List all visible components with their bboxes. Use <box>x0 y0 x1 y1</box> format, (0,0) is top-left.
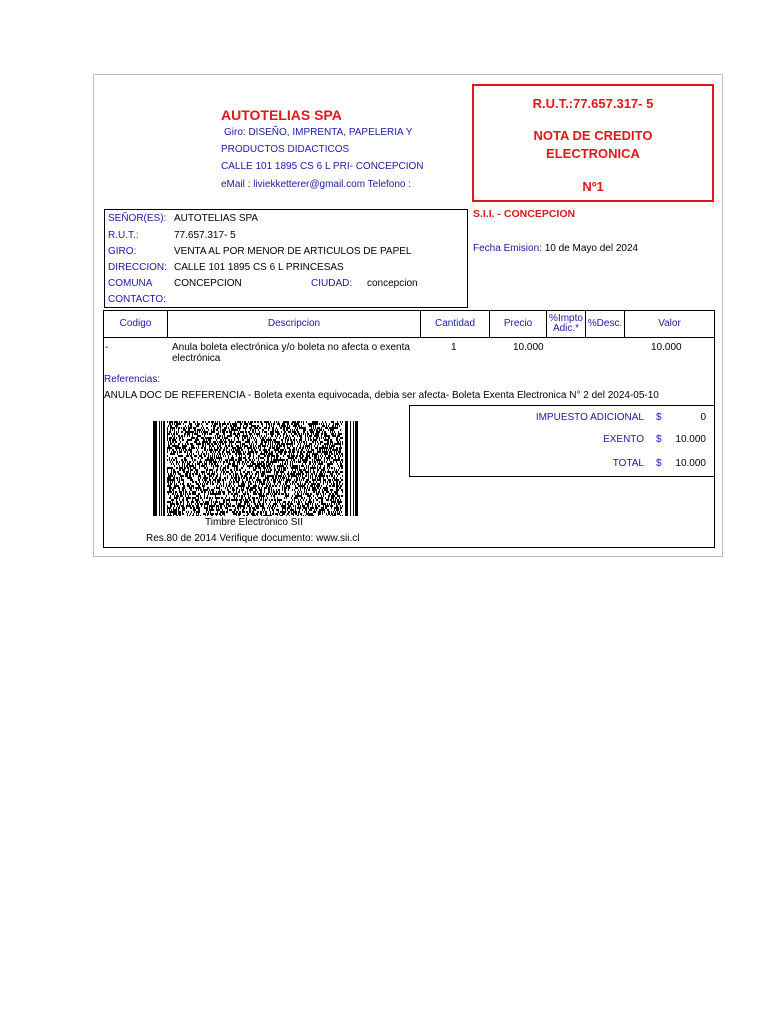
header-descripcion: Descripcion <box>267 318 321 329</box>
company-email-phone: eMail : liviekketterer@gmail.com Telefono : <box>221 179 412 190</box>
item-cantidad: 1 <box>451 342 457 353</box>
client-address-label: DIRECCION: <box>108 262 167 273</box>
client-city-label: CIUDAD: <box>311 278 353 289</box>
total-value: 10.000 <box>675 458 706 469</box>
header-cantidad: Cantidad <box>434 318 476 329</box>
company-name: AUTOTELIAS SPA <box>221 107 342 123</box>
item-precio: 10.000 <box>513 342 544 353</box>
client-rut: 77.657.317- 5 <box>174 230 236 241</box>
client-comuna-label: COMUNA <box>108 278 153 289</box>
client-comuna: CONCEPCION <box>174 278 242 289</box>
company-giro-line2: PRODUCTOS DIDACTICOS <box>221 144 350 155</box>
client-name: AUTOTELIAS SPA <box>174 213 259 224</box>
total-impuesto-value: 0 <box>700 412 706 423</box>
client-box <box>104 209 468 308</box>
client-contact-label: CONTACTO: <box>108 294 166 305</box>
sii-office: S.I.I. - CONCEPCION <box>473 208 576 220</box>
header-valor: Valor <box>658 318 681 329</box>
document-type-box <box>472 84 714 202</box>
header-desc: %Desc. <box>587 318 623 329</box>
client-rut-label: R.U.T.: <box>108 230 139 241</box>
item-valor: 10.000 <box>651 342 682 353</box>
issue-date-label: Fecha Emision: <box>473 243 542 254</box>
client-address: CALLE 101 1895 CS 6 L PRINCESAS <box>174 262 344 273</box>
header-impto-line1: %Impto <box>549 313 583 324</box>
issue-date <box>473 243 638 254</box>
item-descripcion-line1: Anula boleta electrónica y/o boleta no afecta o exenta <box>172 342 410 353</box>
total-exento-currency: $ <box>656 434 662 445</box>
item-descripcion-line2: electrónica <box>172 353 221 364</box>
item-codigo: - <box>105 342 109 353</box>
document-number: Nº1 <box>582 179 604 194</box>
client-giro-label: GIRO: <box>108 246 137 257</box>
company-giro-line1: Giro: DISEÑO, IMPRENTA, PAPELERIA Y <box>224 127 413 138</box>
document-type-line1: NOTA DE CREDITO <box>533 128 653 143</box>
total-impuesto-currency: $ <box>656 412 662 423</box>
references-text: ANULA DOC DE REFERENCIA - Boleta exenta equivocada, debia ser afecta- Boleta Exenta Electronica N° 2 del 2024-05-10 <box>104 390 659 401</box>
total-exento-label: EXENTO <box>603 434 644 445</box>
timbre-barcode-icon <box>153 421 358 516</box>
total-currency: $ <box>656 458 662 469</box>
header-precio: Precio <box>503 318 533 329</box>
issue-date-value: 10 de Mayo del 2024 <box>544 243 639 254</box>
total-exento-value: 10.000 <box>675 434 706 445</box>
references-label: Referencias: <box>104 374 161 385</box>
header-impto-adic <box>547 311 585 337</box>
client-city: concepcion <box>367 278 418 289</box>
company-address: CALLE 101 1895 CS 6 L PRI- CONCEPCION <box>221 161 424 172</box>
client-name-label: SEÑOR(ES): <box>108 213 167 224</box>
header-impto-line2: Adic.* <box>552 323 580 334</box>
header-codigo: Codigo <box>119 318 152 329</box>
timbre-res: Res.80 de 2014 Verifique documento: www.sii.cl <box>146 533 360 544</box>
document-type-line2: ELECTRONICA <box>546 146 640 161</box>
total-impuesto-label: IMPUESTO ADICIONAL <box>535 412 644 423</box>
table-header <box>104 311 714 338</box>
totals-box <box>409 405 715 477</box>
total-label: TOTAL <box>612 458 644 469</box>
timbre-caption: Timbre Electrónico SII <box>205 517 303 528</box>
client-giro: VENTA AL POR MENOR DE ARTICULOS DE PAPEL <box>174 246 412 257</box>
issuer-rut: R.U.T.:77.657.317- 5 <box>532 96 654 111</box>
